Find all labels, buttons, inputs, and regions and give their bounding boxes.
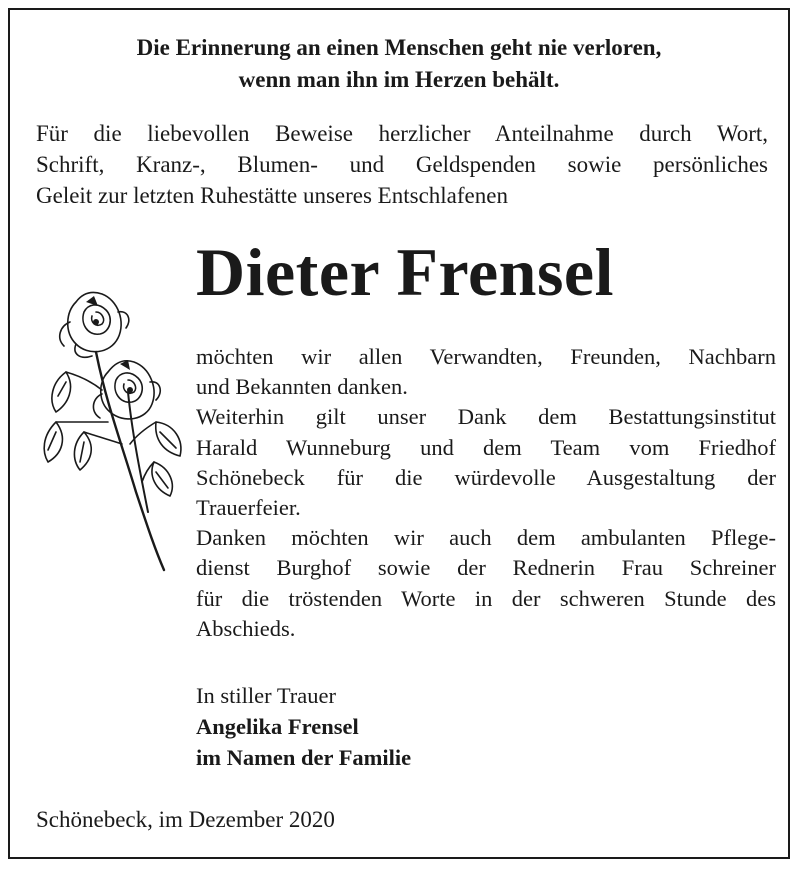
- place-date: Schönebeck, im Dezember 2020: [36, 807, 335, 832]
- body-line-10: Abschieds.: [196, 615, 296, 641]
- deceased-name: Dieter Frensel: [196, 234, 614, 310]
- intro-text: [36, 118, 768, 211]
- body-line-3: Weiterhin gilt unser Dank dem Bestattungsinstitut: [196, 404, 776, 430]
- body-line-8: dienst Burghof sowie der Rednerin Frau Schreiner: [196, 555, 776, 581]
- body-line-5: Schönebeck für die würdevolle Ausgestaltung der: [196, 464, 776, 490]
- body-line-1: möchten wir allen Verwandten, Freunden, Nachbarn: [196, 344, 776, 369]
- motto: [10, 32, 788, 96]
- body-line-4: Harald Wunneburg und dem Team vom Friedhof: [196, 434, 776, 460]
- intro-line-1: Für die liebevollen Beweise herzlicher Anteilnahme durch Wort,: [36, 121, 768, 146]
- thanks-text: [196, 342, 776, 644]
- body-line-9: für die tröstenden Worte in der schweren Stunde des: [196, 585, 776, 611]
- obituary-card: [8, 8, 790, 859]
- signature-greeting: In stiller Trauer: [196, 683, 336, 708]
- body-line-7: Danken möchten wir auch dem ambulanten Pflege-: [196, 525, 776, 551]
- body-line-6: Trauerfeier.: [196, 495, 301, 521]
- body-line-2: und Bekannten danken.: [196, 374, 408, 400]
- motto-line-1: Die Erinnerung an einen Menschen geht nie verloren,: [136, 35, 662, 60]
- signature-family: im Namen der Familie: [196, 745, 412, 770]
- signature-name: Angelika Frensel: [196, 714, 359, 739]
- rose-icon: [36, 272, 186, 572]
- motto-line-2: wenn man ihn im Herzen behält.: [238, 67, 560, 92]
- signature: [196, 680, 411, 773]
- intro-line-2: Schrift, Kranz-, Blumen- und Geldspenden sowie persönliches: [36, 152, 768, 177]
- intro-line-3: Geleit zur letzten Ruhestätte unseres Entschlafenen: [36, 183, 508, 208]
